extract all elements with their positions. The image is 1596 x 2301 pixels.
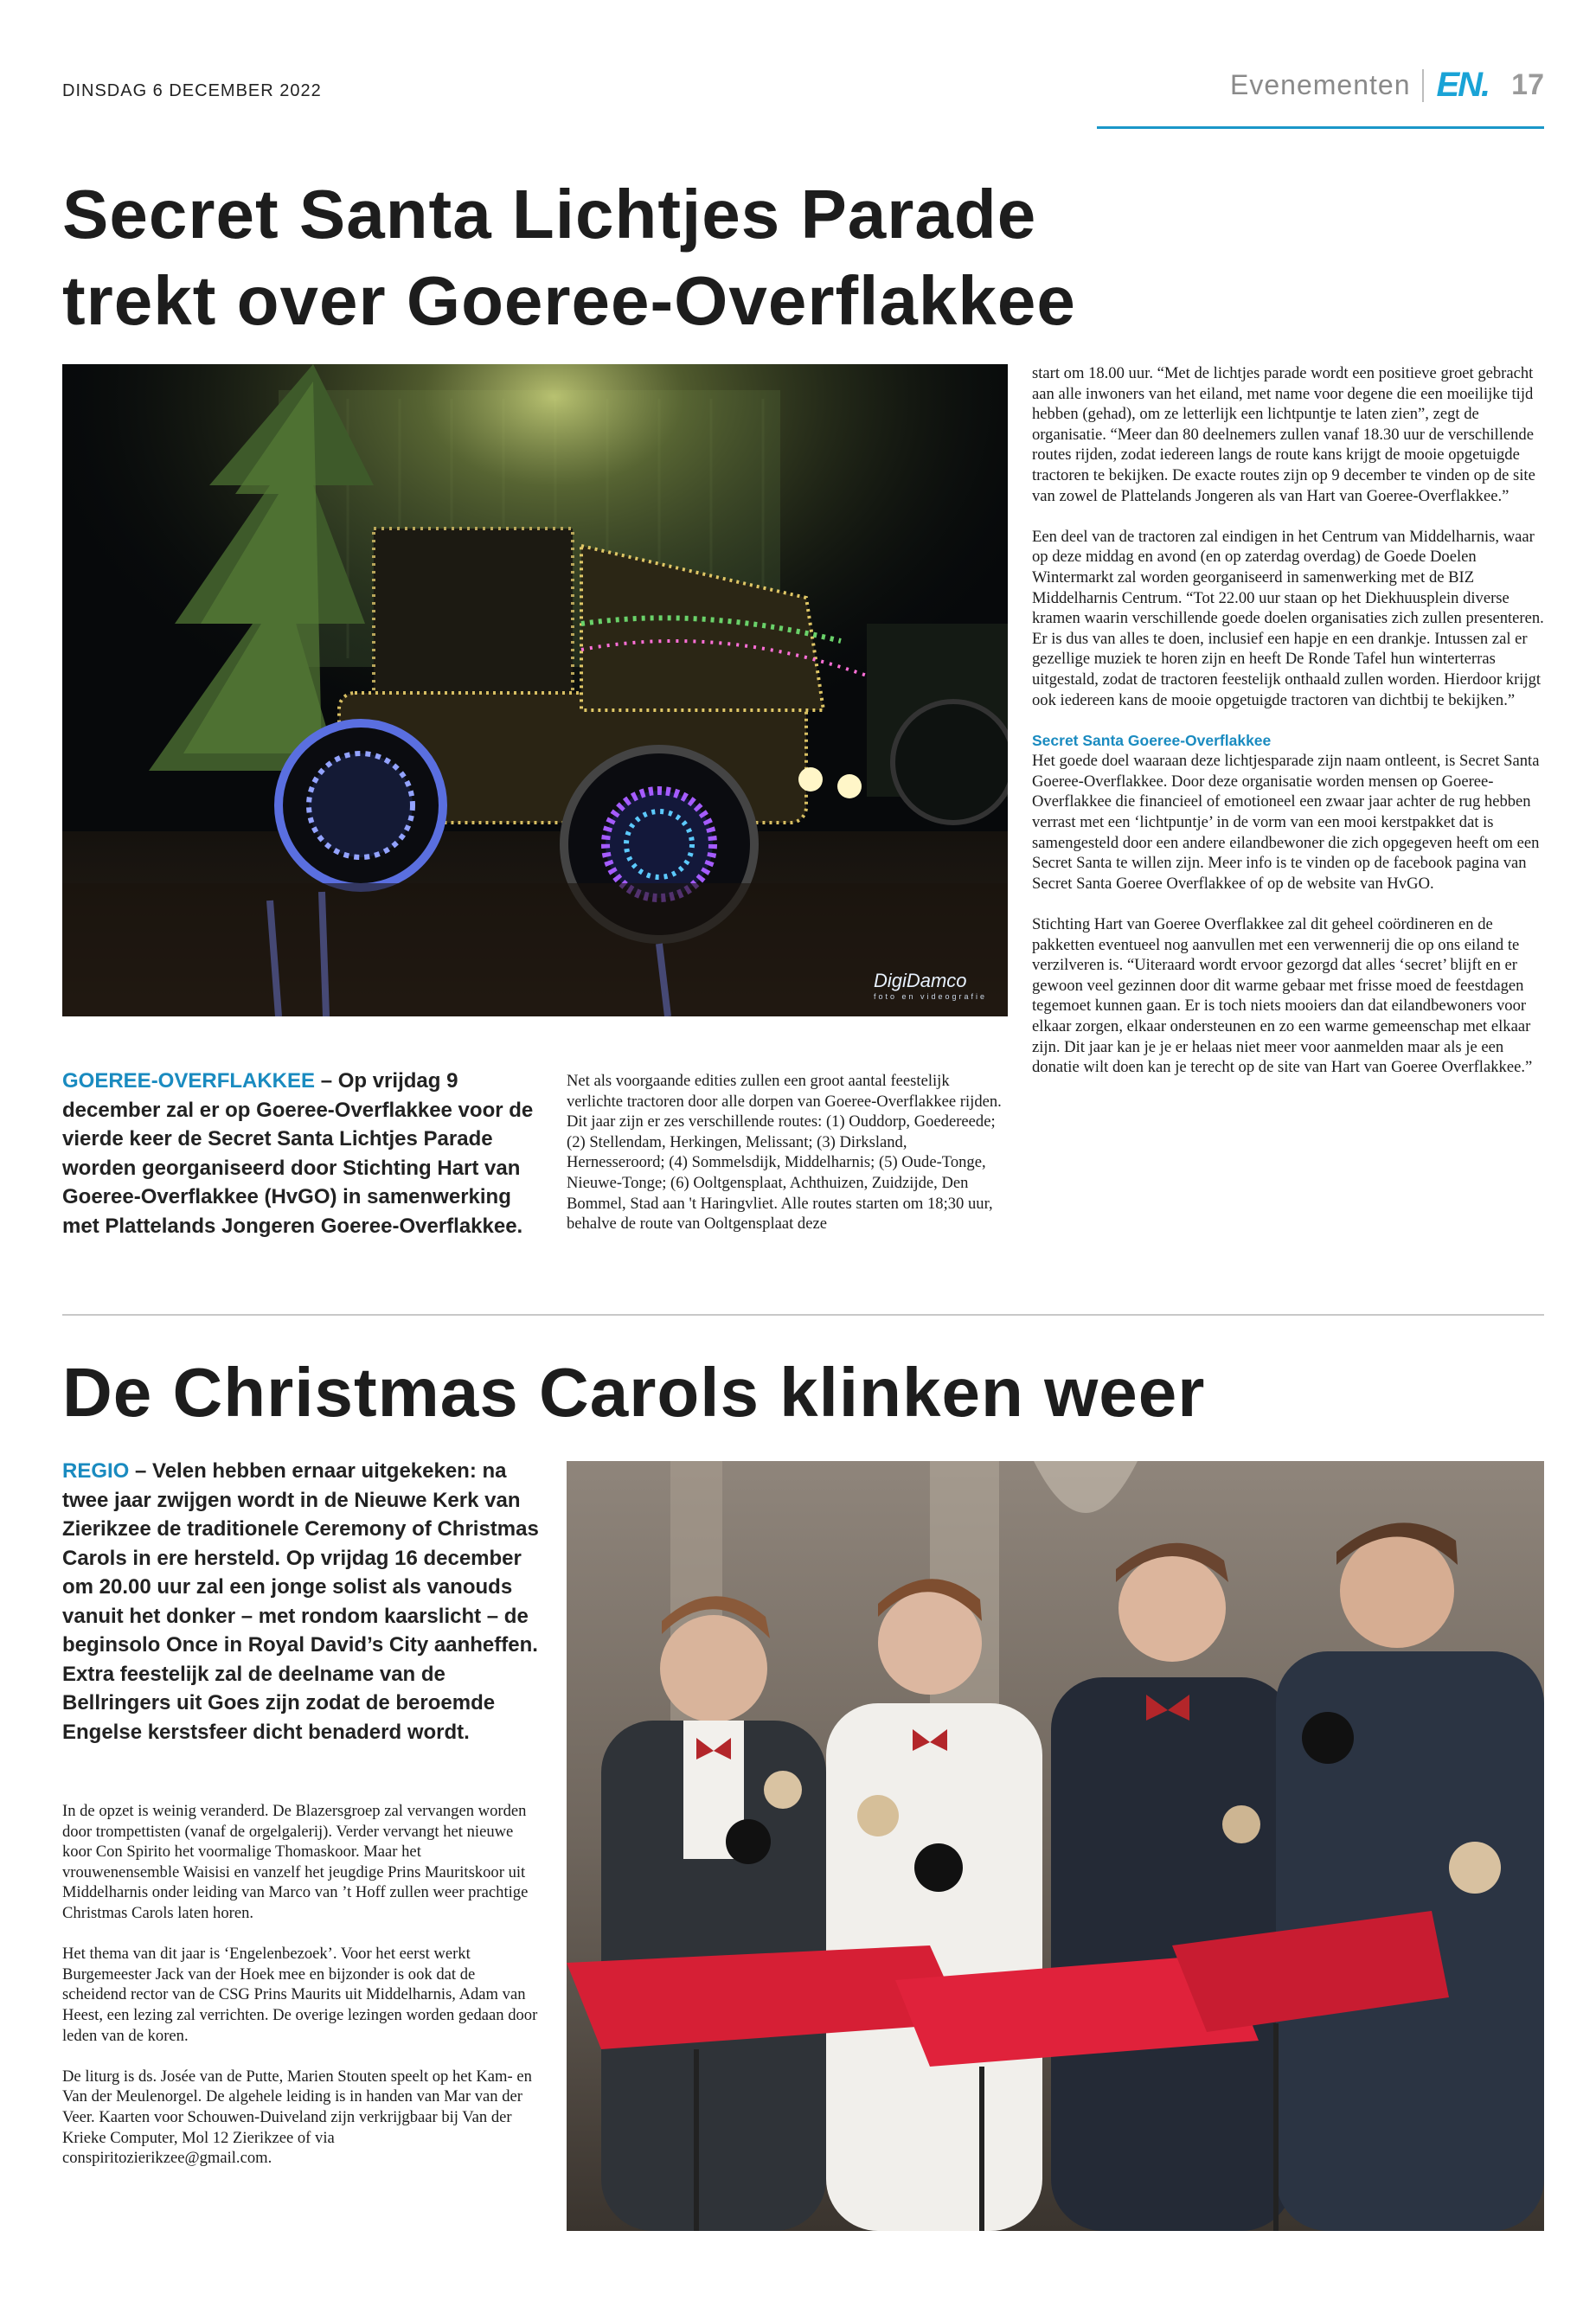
article1-headline-line2: trekt over Goeree-Overflakkee [62,262,1076,339]
article2-dateline: REGIO [62,1459,130,1483]
article2-column [62,1801,540,2169]
bellringers-photo [567,1461,1544,2231]
article1-headline-line1: Secret Santa Lichtjes Parade [62,176,1037,253]
article1-subheading: Secret Santa Goeree-Overflakkee [1032,731,1272,749]
article1-lead [62,1067,547,1240]
article1-lead-text: – Op vrijdag 9 december zal er op Goeree-Overflakkee voor de vierde keer de Secret Santa Lichtjes Parade worden georganiseerd door Stichting Hart van Goeree-Overflakkee (HvGO) in samenwerking met Plattelands Jongeren Goeree-Overflakkee. [62,1069,534,1238]
section-header [1230,66,1544,105]
article2-paragraph: Het thema van dit jaar is ‘Engelenbezoek’. Voor het eerst werkt Burgemeester Jack van der Hoek mee en bijzonder is ook dat de scheidend rector van de CSG Prins Maurits uit Middelharnis, Adam van Heest, een lezing zal verrichten. De overige lezingen worden gedaan door leden van de koren. [62,1945,538,2045]
article1-dateline: GOEREE-OVERFLAKKEE [62,1069,316,1093]
article1-paragraph: start om 18.00 uur. “Met de lichtjes parade wordt een positieve groet gebracht aan alle inwoners van het eiland, met name voor degene die een moeilijke tijd hebben (gehad), om ze letterlijk een lichtpuntje te laten zien”, zegt de organisatie. “Meer dan 80 deelnemers zullen vanaf 18.30 uur de verschillende routes rijden, zodat iedereen langs de route kans krijgt de mooie opgetuigde tractoren te bekijken. De exacte routes zijn op 9 december te vinden op de site van zowel de Plattelands Jongeren als van Hart van Goeree-Overflakkee.” [1032,364,1535,505]
article1-column-middle [567,1071,1008,1234]
article1-column-right [1032,363,1544,1078]
section-separator [1422,69,1424,102]
issue-date: DINSDAG 6 DECEMBER 2022 [62,81,322,100]
article2-paragraph: De liturg is ds. Josée van de Putte, Marien Stouten speelt op het Kam- en Van der Meulenorgel. De algehele leiding is in handen van Mar van der Veer. Kaarten voor Schouwen-Duiveland zijn verkrijgbaar bij Van der Krieke Computer, Mol 12 Zierikzee of via conspiritozierikzee@gmail.com. [62,2067,532,2168]
bellringers-photo-illustration [567,1461,1544,2231]
article1-paragraph: Het goede doel waaraan deze lichtjesparade zijn naam ontleent, is Secret Santa Goeree-Overflakkee. Door deze organisatie worden mensen op Goeree-Overflakkee die financieel of emotioneel een zwaar jaar achter de rug hebben verrast met een ‘lichtpuntje’ in de vorm van een mooi kerstpakket dat is samengesteld door een andere eilandbewoner die zich opgegeven heeft om een Secret Santa te willen zijn. Meer info is te vinden op de facebook pagina van Secret Santa Goeree Overflakkee of op de website van HvGO. [1032,752,1540,893]
tractor-photo-illustration [62,364,1008,1016]
publication-logo: EN. [1436,66,1490,104]
tractor-photo [62,364,1008,1016]
page-number: 17 [1511,68,1544,101]
header-rule [1097,126,1544,129]
article2-lead [62,1457,547,1747]
article2-lead-text: – Velen hebben ernaar uitgekeken: na twee jaar zwijgen wordt in de Nieuwe Kerk van Zierikzee de traditionele Ceremony of Christmas Carols in ere hersteld. Op vrijdag 16 december om 20.00 uur zal een jonge solist als vanouds vanuit het donker – met rondom kaarslicht – de beginsolo Once in Royal David’s City aanheffen. Extra feestelijk zal de deelname van de Bellringers uit Goes zijn zodat de beroemde Engelse kerstsfeer dicht benaderd wordt. [62,1459,539,1744]
article1-paragraph: Een deel van de tractoren zal eindigen in het Centrum van Middelharnis, waar op deze middag en avond (en op zaterdag overdag) de Goede Doelen Wintermarkt zal worden georganiseerd in samenwerking met de BIZ Middelharnis Centrum. “Tot 22.00 uur staan op het Diekhuusplein diverse kramen waarin verschillende goede doelen organisaties zich zullen presenteren. Er is dus van alles te doen, inclusief een hapje en een drankje. Intussen zal er gezellige muziek te horen zijn en heeft De Ronde Tafel hun winterterras uitgestald, zodat de tractoren feestelijk onthaald zullen worden. Hierdoor krijgt ook iedereen kans de mooie opgetuigde tractoren van dichtbij te bekijken.” [1032,527,1544,709]
article1-headline [62,171,1273,344]
photo-credit [874,970,987,1001]
article1-paragraph: Stichting Hart van Goeree Overflakkee zal dit geheel coördineren en de pakketten eventueel nog aanvullen met een verwennerij die op ons eiland te verzilveren is. “Uiteraard wordt ervoor gezorgd dat alles ‘secret’ blijft en er gewoon veel gezinnen door dit warme gebaar met frisse moed de feestdagen tegemoet kunnen gaan. Er is toch niets mooiers dan dat eilandbewoners voor elkaar zorgen, elkaar ondersteunen en zo een warme gemeenschap met elkaar zijn. Dit jaar kan je je er helaas niet meer voor aanmelden maar als je een donatie wilt doen kan je terecht op de site van Hart van Goeree Overflakkee.” [1032,915,1533,1077]
photo-credit-name: DigiDamco [873,970,967,991]
article1-paragraph: Net als voorgaande edities zullen een groot aantal feestelijk verlichte tractoren door alle dorpen van Goeree-Overflakkee rijden. Dit jaar zijn er zes verschillende routes: (1) Ouddorp, Goedereede; (2) Stellendam, Herkingen, Melissant; (3) Dirksland, Hernesseroord; (4) Sommelsdijk, Middelharnis; (5) Oude-Tonge, Nieuwe-Tonge; (6) Ooltgensplaat, Achthuizen, Zuidzijde, Den Bommel, Stad aan 't Haringvliet. Alle routes starten om 18;30 uur, behalve de route van Ooltgensplaat deze [567,1072,1002,1234]
photo-credit-subtitle: foto en videografie [873,992,987,1001]
article2-paragraph: In de opzet is weinig veranderd. De Blazersgroep zal vervangen worden door trompettisten (vanaf de orgelgalerij). Verder vervangt het nieuwe koor Con Spirito het voormalige Thomaskoor. Maar het vrouwenensemble Waisisi en vanzelf het jeugdige Prins Mauritskoor uit Middelharnis onder leiding van Marco van ’t Hoff zullen weer prachtige Christmas Carols laten horen. [62,1802,529,1922]
section-name: Evenementen [1230,69,1411,100]
article-divider [62,1314,1544,1316]
article2-headline: De Christmas Carols klinken weer [62,1354,1206,1431]
